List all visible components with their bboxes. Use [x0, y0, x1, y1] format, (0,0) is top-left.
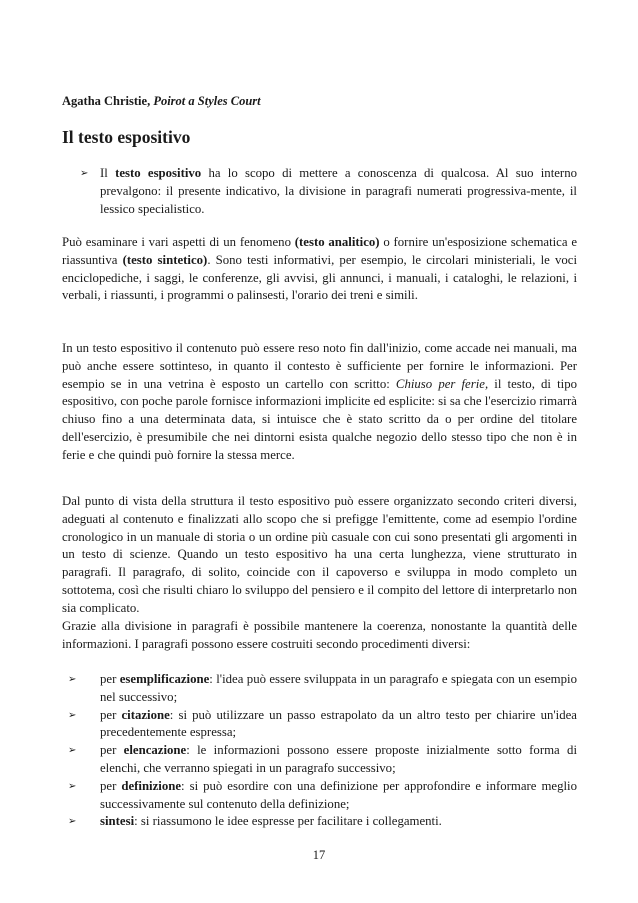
paragraph: Dal punto di vista della struttura il testo espositivo può essere organizzato secondo criteri diversi, adeguati al contenuto e finalizzati allo scopo che si prefigge l'emittente, come ad esempio l'ordine cronologico in un manuale di storia o un ordine più casuale con cui sono presentati gli argomenti in un testo di scienze. Quando un testo espositivo ha una certa lunghezza, viene strutturato in paragrafi. Il paragrafo, di solito, coincide con il capoverso e sviluppa in modo completo un sottotema, così che risulti chiaro lo sviluppo del pensiero e il compito del lettore di interpretarlo non sia complicato. [62, 494, 577, 615]
arrow-bullet-icon: ➢ [68, 674, 77, 685]
book-reference [62, 94, 261, 109]
arrow-bullet-icon: ➢ [68, 745, 77, 757]
book-title: Poirot a Styles Court [153, 94, 261, 108]
intro-list [62, 165, 577, 218]
list-item: ➢ per esemplificazione: l'idea può essere sviluppata in un paragrafo e spiegata con un esempio nel successivo; [68, 672, 577, 704]
arrow-bullet-icon: ➢ [68, 816, 77, 828]
page-number: 17 [312, 848, 326, 862]
arrow-bullet-icon: ➢ [68, 709, 77, 721]
section-title: Il testo espositivo [62, 127, 191, 147]
list-item: ➢ per definizione: si può esordire con una definizione per approfondire e informare meglio successivamente sul contenuto della definizione; [68, 778, 577, 811]
paragraph: In un testo espositivo il contenuto può essere reso noto fin dall'inizio, come accade nei manuali, ma può anche essere sottinteso, in quanto il contesto è sufficiente per fornire le informazioni. Per esempio se in una vetrina è esposto un cartello con scritto: Chiuso per ferie, il testo, di tipo espositivo, con poche parole fornisce informazioni implicite ed esplicite: si sa che l'esercizio rimarrà chiuso fino a una determinata data, si intuisce che è stato scritto da o per ordine del titolare dell'esercizio, è presumibile che nei dintorni esista qualche negozio dello stesso tipo che non è in ferie e che quindi può fornire la stessa merce. [62, 341, 578, 462]
paragraph: Grazie alla divisione in paragrafi è possibile mantenere la coerenza, nonostante la quantità delle informazioni. I paragrafi possono essere costruiti secondo procedimenti diversi: [62, 619, 577, 651]
list-item: ➢ per elencazione: le informazioni possono essere proposte inizialmente sotto forma di elenchi, che verranno spiegati in un paragrafo successivo; [68, 743, 577, 775]
author-name: Agatha Christie, [62, 94, 151, 108]
arrow-bullet-icon: ➢ [80, 168, 89, 179]
arrow-bullet-icon: ➢ [68, 780, 77, 792]
list-item: ➢ Il testo espositivo ha lo scopo di mettere a conoscenza di qualcosa. Al suo interno prevalgono: il presente indicativo, la divisione in paragrafi numerati progressiva-mente, il lessico specialistico. [80, 166, 577, 216]
methods-list [62, 671, 577, 831]
paragraph: Può esaminare i vari aspetti di un fenomeno (testo analitico) o fornire un'esposizione schematica e riassuntiva (testo sintetico). Sono testi informativi, per esempio, le circolari ministeriali, le voci enciclopediche, i saggi, le conferenze, gli avvisi, gli annunci, i manuali, i cataloghi, le relazioni, i verbali, i riassunti, i programmi o palinsesti, l'orario dei treni e simili. [62, 235, 577, 303]
list-item: ➢ sintesi: si riassumono le idee espresse per facilitare i collegamenti. [62, 813, 577, 831]
list-item: ➢ per citazione: si può utilizzare un passo estrapolato da un altro testo per chiarire un'idea precedentemente espressa; [68, 707, 577, 740]
